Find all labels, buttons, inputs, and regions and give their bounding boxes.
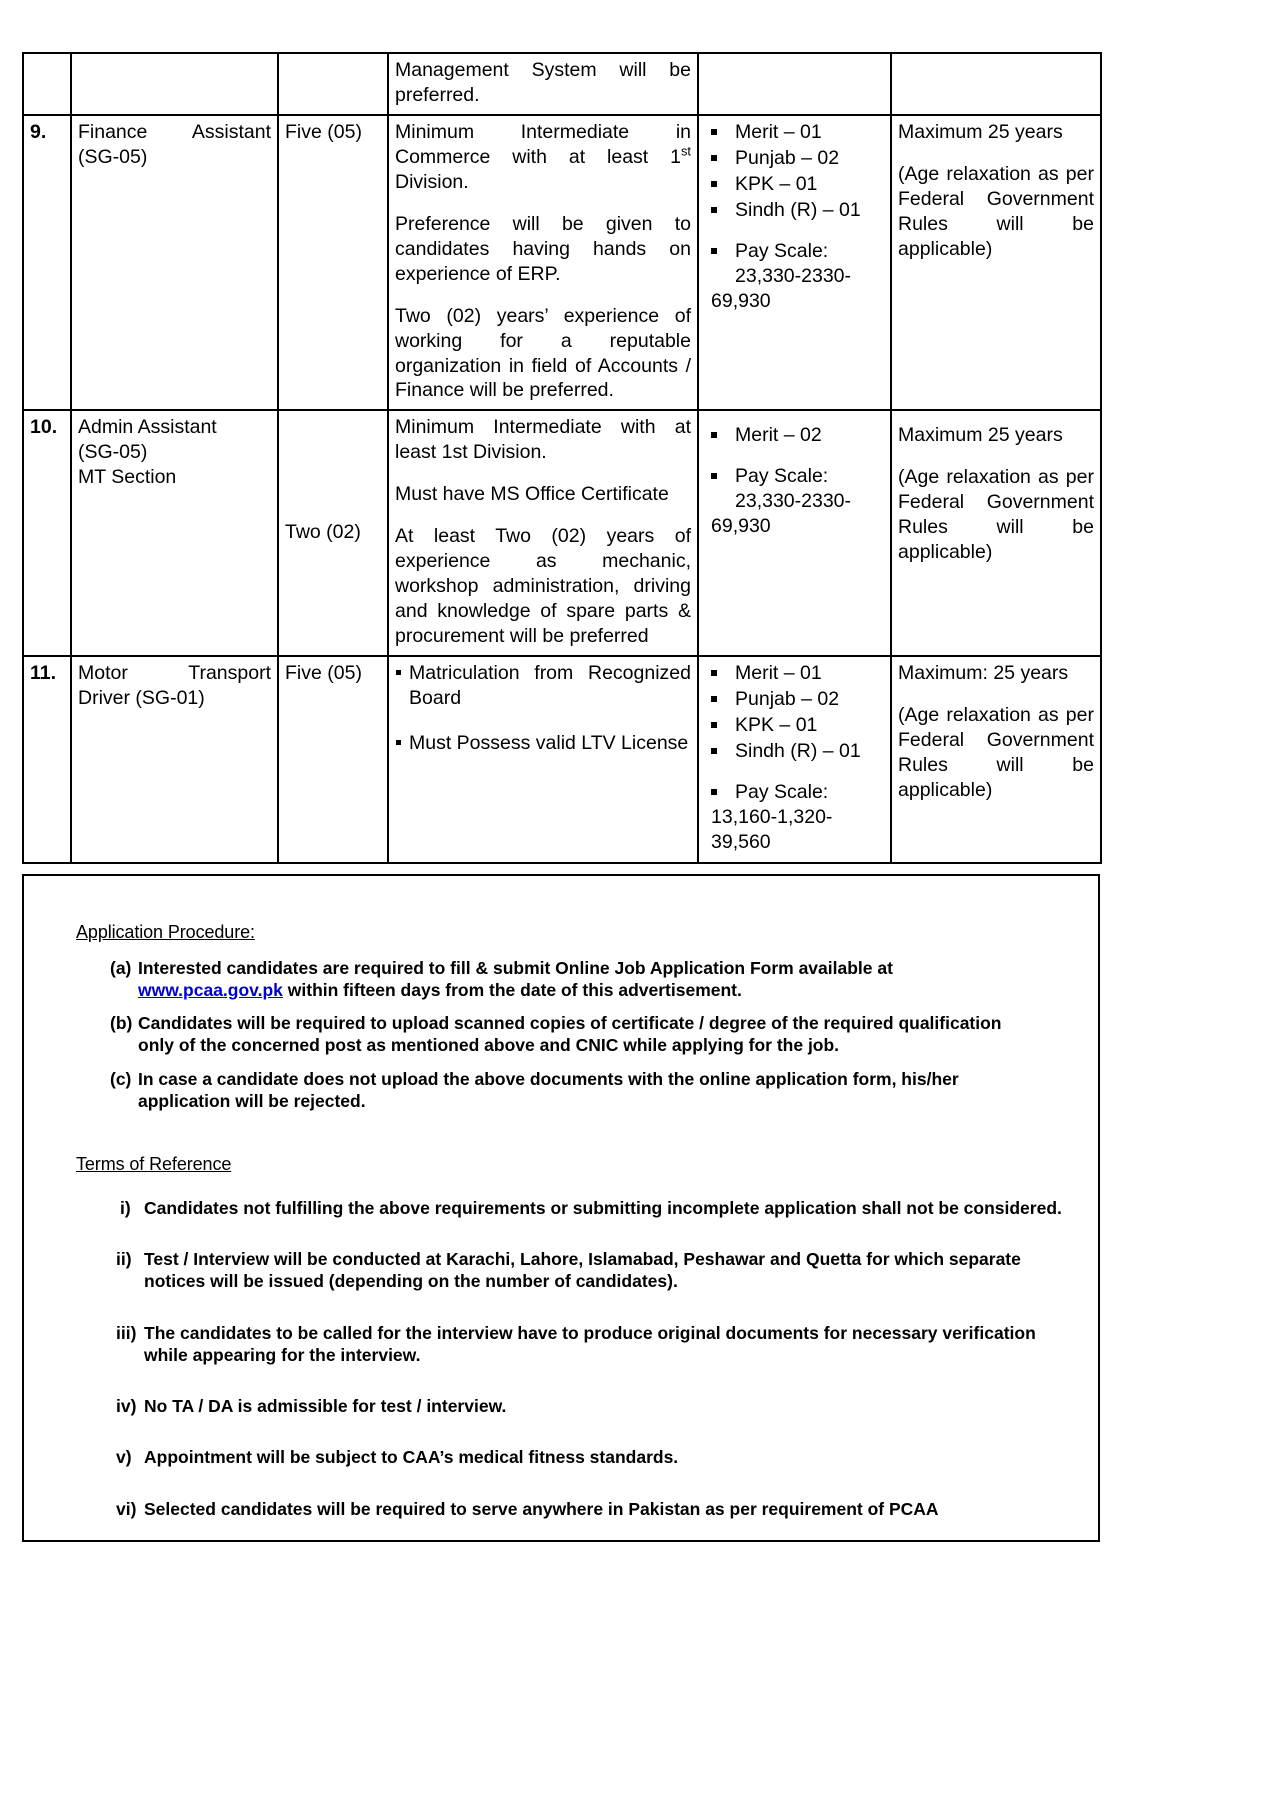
list-item: Merit – 01 xyxy=(705,661,884,686)
qual-paragraph: Must have MS Office Certificate xyxy=(395,483,669,506)
spacer xyxy=(898,448,1094,465)
post-grade-line: (SG-05) xyxy=(78,441,148,464)
pay-scale-label: Pay Scale: xyxy=(735,465,829,488)
cell-vacancies-9: Five (05) xyxy=(278,115,388,411)
cell-post-11: Motor Transport Driver (SG-01) xyxy=(71,656,278,863)
item-text: Test / Interview will be conducted at Karachi, Lahore, Islamabad, Peshawar and Quetta for which separate notices will be issued (depending on the number of candidates). xyxy=(144,1249,1021,1292)
list-item xyxy=(76,1446,1072,1468)
cell-quota-9 xyxy=(698,115,891,411)
notes-box xyxy=(22,874,1100,1542)
age-relaxation-note: (Age relaxation as per Federal Government Rules will be applicable) xyxy=(898,466,1094,564)
cell-sr-continued xyxy=(23,53,71,115)
cell-age-11 xyxy=(891,656,1101,863)
qual-text-tail: Division. xyxy=(395,170,469,193)
cell-post-continued xyxy=(71,53,278,115)
list-item xyxy=(76,1068,1072,1112)
list-item: Punjab – 02 xyxy=(705,687,884,712)
cell-quota-11 xyxy=(698,656,891,863)
list-item: Must Possess valid LTV License xyxy=(395,731,691,756)
item-text: The candidates to be called for the interview have to produce original documents for necessary verification while appearing for the interview. xyxy=(144,1322,1036,1365)
item-marker: iv) xyxy=(116,1396,137,1417)
item-marker: (a) xyxy=(110,957,132,978)
ordinal-suffix: st xyxy=(680,143,691,159)
list-item: KPK – 01 xyxy=(705,172,884,197)
list-item xyxy=(76,1395,1072,1417)
item-marker: iii) xyxy=(116,1322,137,1343)
cell-post-10 xyxy=(71,410,278,656)
list-item-pay-scale xyxy=(705,239,884,314)
list-item: Matriculation from Recognized Board xyxy=(395,661,691,711)
cell-sr-11: 11. xyxy=(23,656,71,863)
table-row xyxy=(23,656,1101,863)
spacer xyxy=(705,415,884,423)
cell-age-10 xyxy=(891,410,1101,656)
job-positions-table xyxy=(22,52,1102,864)
pay-scale-label: Pay Scale: xyxy=(735,780,829,803)
cell-qualification-continued: Management System will be preferred. xyxy=(388,53,698,115)
item-marker: i) xyxy=(120,1198,131,1219)
cell-age-9 xyxy=(891,115,1101,411)
qualification-list xyxy=(395,661,691,756)
item-text xyxy=(138,957,1038,1001)
pay-scale-label: Pay Scale: xyxy=(735,239,829,262)
cell-quota-continued xyxy=(698,53,891,115)
age-limit: Maximum: 25 years xyxy=(898,662,1069,685)
pay-scale-line1: 23,330-2330- xyxy=(735,490,852,513)
cell-vacancies-11: Five (05) xyxy=(278,656,388,863)
quota-list xyxy=(705,120,884,314)
item-text: Appointment will be subject to CAA’s medical fitness standards. xyxy=(144,1447,679,1468)
qual-paragraph: Minimum Intermediate with at least 1st Division. xyxy=(395,416,691,464)
cell-post-9: Finance Assistant (SG-05) xyxy=(71,115,278,411)
cell-sr-10: 10. xyxy=(23,410,71,656)
table-row xyxy=(23,410,1101,656)
list-item xyxy=(76,957,1072,1001)
item-marker: ii) xyxy=(116,1249,132,1270)
list-item xyxy=(76,1498,1072,1520)
list-item: Merit – 01 xyxy=(705,120,884,145)
list-item-pay-scale xyxy=(705,464,884,539)
qual-paragraph: At least Two (02) years of experience as mechanic, workshop administration, driving and knowledge of spare parts & procurement will be preferred xyxy=(395,525,691,648)
list-item: KPK – 01 xyxy=(705,713,884,738)
document-page xyxy=(22,52,1100,1542)
item-text: Candidates not fulfilling the above requirements or submitting incomplete application shall not be considered. xyxy=(144,1198,1062,1219)
age-limit: Maximum 25 years xyxy=(898,120,1063,143)
pay-scale-line1: 23,330-2330- xyxy=(735,264,852,287)
spacer xyxy=(395,507,691,524)
terms-of-reference-heading: Terms of Reference xyxy=(76,1154,232,1175)
list-item: Merit – 02 xyxy=(705,423,884,448)
list-item-pay-scale xyxy=(705,780,884,855)
pay-scale-line2: 39,560 xyxy=(711,830,771,853)
spacer xyxy=(898,145,1094,162)
cell-qualification-11 xyxy=(388,656,698,863)
age-relaxation-note: (Age relaxation as per Federal Government Rules will be applicable) xyxy=(898,162,1094,260)
spacer xyxy=(898,415,1094,423)
qual-paragraph: Two (02) years’ experience of working for a reputable organization in field of Accounts / Finance will be preferred. xyxy=(395,304,691,402)
cell-qualification-10 xyxy=(388,410,698,656)
qual-text: Minimum Intermediate in Commerce with at least 1 xyxy=(395,120,691,168)
post-section-line: MT Section xyxy=(78,466,177,489)
list-item: Sindh (R) – 01 xyxy=(705,198,884,223)
terms-of-reference-list xyxy=(76,1197,1072,1520)
item-marker: v) xyxy=(116,1447,132,1468)
post-title-line: Admin Assistant xyxy=(78,416,217,439)
item-text: Selected candidates will be required to serve anywhere in Pakistan as per requirement of PCAA xyxy=(144,1498,939,1519)
spacer xyxy=(898,686,1094,703)
table-row xyxy=(23,115,1101,411)
list-item xyxy=(76,1197,1072,1219)
pay-scale-line2: 69,930 xyxy=(711,289,771,312)
item-text-after-link: within fifteen days from the date of this advertisement. xyxy=(282,979,742,1000)
cell-sr-9: 9. xyxy=(23,115,71,411)
application-procedure-heading: Application Procedure: xyxy=(76,921,255,942)
cell-quota-10 xyxy=(698,410,891,656)
qual-paragraph xyxy=(395,120,691,195)
quota-list xyxy=(705,661,884,855)
item-text: In case a candidate does not upload the above documents with the online application form, his/her application will be rejected. xyxy=(138,1068,959,1111)
list-item: Punjab – 02 xyxy=(705,146,884,171)
cell-qualification-9 xyxy=(388,115,698,411)
spacer xyxy=(395,465,691,482)
application-procedure-list xyxy=(76,957,1072,1112)
cell-vacancies-continued xyxy=(278,53,388,115)
table-row-continued xyxy=(23,53,1101,115)
quota-list xyxy=(705,423,884,539)
item-marker: (c) xyxy=(110,1068,132,1089)
item-marker: (b) xyxy=(110,1013,133,1034)
item-text: Candidates will be required to upload scanned copies of certificate / degree of the required qualification only of the concerned post as mentioned above and CNIC while applying for the job. xyxy=(138,1013,1002,1056)
item-text-before-link: Interested candidates are required to fill & submit Online Job Application Form available at xyxy=(138,957,893,978)
list-item xyxy=(76,1248,1072,1292)
age-limit: Maximum 25 years xyxy=(898,424,1063,447)
spacer xyxy=(395,195,691,212)
list-item: Sindh (R) – 01 xyxy=(705,739,884,764)
item-marker: vi) xyxy=(116,1498,137,1519)
pay-scale-line2: 69,930 xyxy=(711,515,771,538)
item-text: No TA / DA is admissible for test / interview. xyxy=(144,1396,507,1417)
pcaa-website-link[interactable]: www.pcaa.gov.pk xyxy=(138,979,283,1000)
cell-vacancies-10: Two (02) xyxy=(278,410,388,656)
spacer xyxy=(395,287,691,304)
list-item xyxy=(76,1012,1072,1056)
pay-scale-line1: 13,160-1,320- xyxy=(711,805,833,828)
cell-age-continued xyxy=(891,53,1101,115)
list-item xyxy=(76,1322,1072,1366)
qual-paragraph: Preference will be given to candidates having hands on experience of ERP. xyxy=(395,212,691,285)
age-relaxation-note: (Age relaxation as per Federal Government Rules will be applicable) xyxy=(898,704,1094,801)
